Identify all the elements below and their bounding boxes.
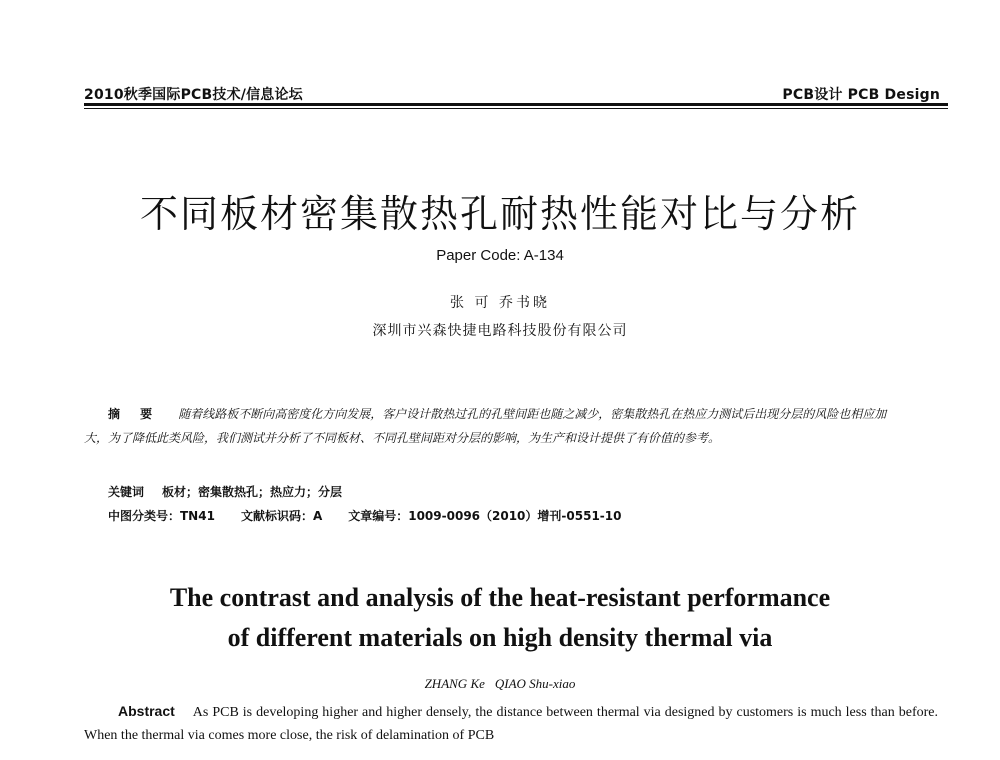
keywords-text: 板材；密集散热孔；热应力；分层: [162, 485, 343, 499]
article-number: 文章编号：1009-0096（2010）增刊-0551-10: [348, 509, 622, 523]
authors-cn: 张 可 乔书晓: [450, 295, 550, 311]
author-en-2: QIAO Shu-xiao: [494, 676, 576, 691]
abstract-en: [84, 700, 938, 747]
abstract-cn: [84, 402, 900, 450]
header-rule-thick: [84, 103, 948, 106]
author-en-1: ZHANG Ke: [424, 676, 485, 691]
title-en-line2: of different materials on high density thermal via: [227, 623, 773, 652]
abstract-cn-label: 摘 要: [108, 407, 161, 421]
keywords-cn: [108, 483, 342, 500]
header-right: PCB设计 PCB Design: [782, 87, 940, 103]
doc-id-code: 文献标识码：A: [240, 509, 323, 523]
keywords-label: 关键词: [108, 485, 145, 499]
paper-title-cn: 不同板材密集散热孔耐热性能对比与分析: [139, 192, 860, 236]
title-en-line1: The contrast and analysis of the heat-resistant performance: [169, 583, 831, 612]
affiliation-cn: 深圳市兴森快捷电路科技股份有限公司: [372, 323, 628, 339]
abstract-en-label: Abstract: [118, 703, 175, 719]
paper-code: Paper Code: A-134: [436, 247, 564, 264]
paper-title-en: [0, 578, 1000, 658]
running-header: [84, 74, 940, 104]
clc-number: 中图分类号：TN41: [108, 509, 215, 523]
authors-en: [0, 676, 1000, 692]
abstract-cn-text: 随着线路板不断向高密度化方向发展，客户设计散热过孔的孔壁间距也随之减少，密集散热孔在热应力测试后出现分层的风险也相应加大，为了降低此类风险，我们测试并分析了不同板材、不同孔壁间距对分层的影响，为生产和设计提供了有价值的参考。: [84, 407, 887, 445]
abstract-en-text: As PCB is developing higher and higher densely, the distance between thermal via designed by customers is much less than before. When the thermal via comes more close, the risk of delamination of PCB: [84, 705, 938, 743]
header-rule-thin: [84, 108, 948, 109]
classification-line: [108, 507, 621, 524]
header-left: 2010秋季国际PCB技术/信息论坛: [84, 87, 303, 103]
